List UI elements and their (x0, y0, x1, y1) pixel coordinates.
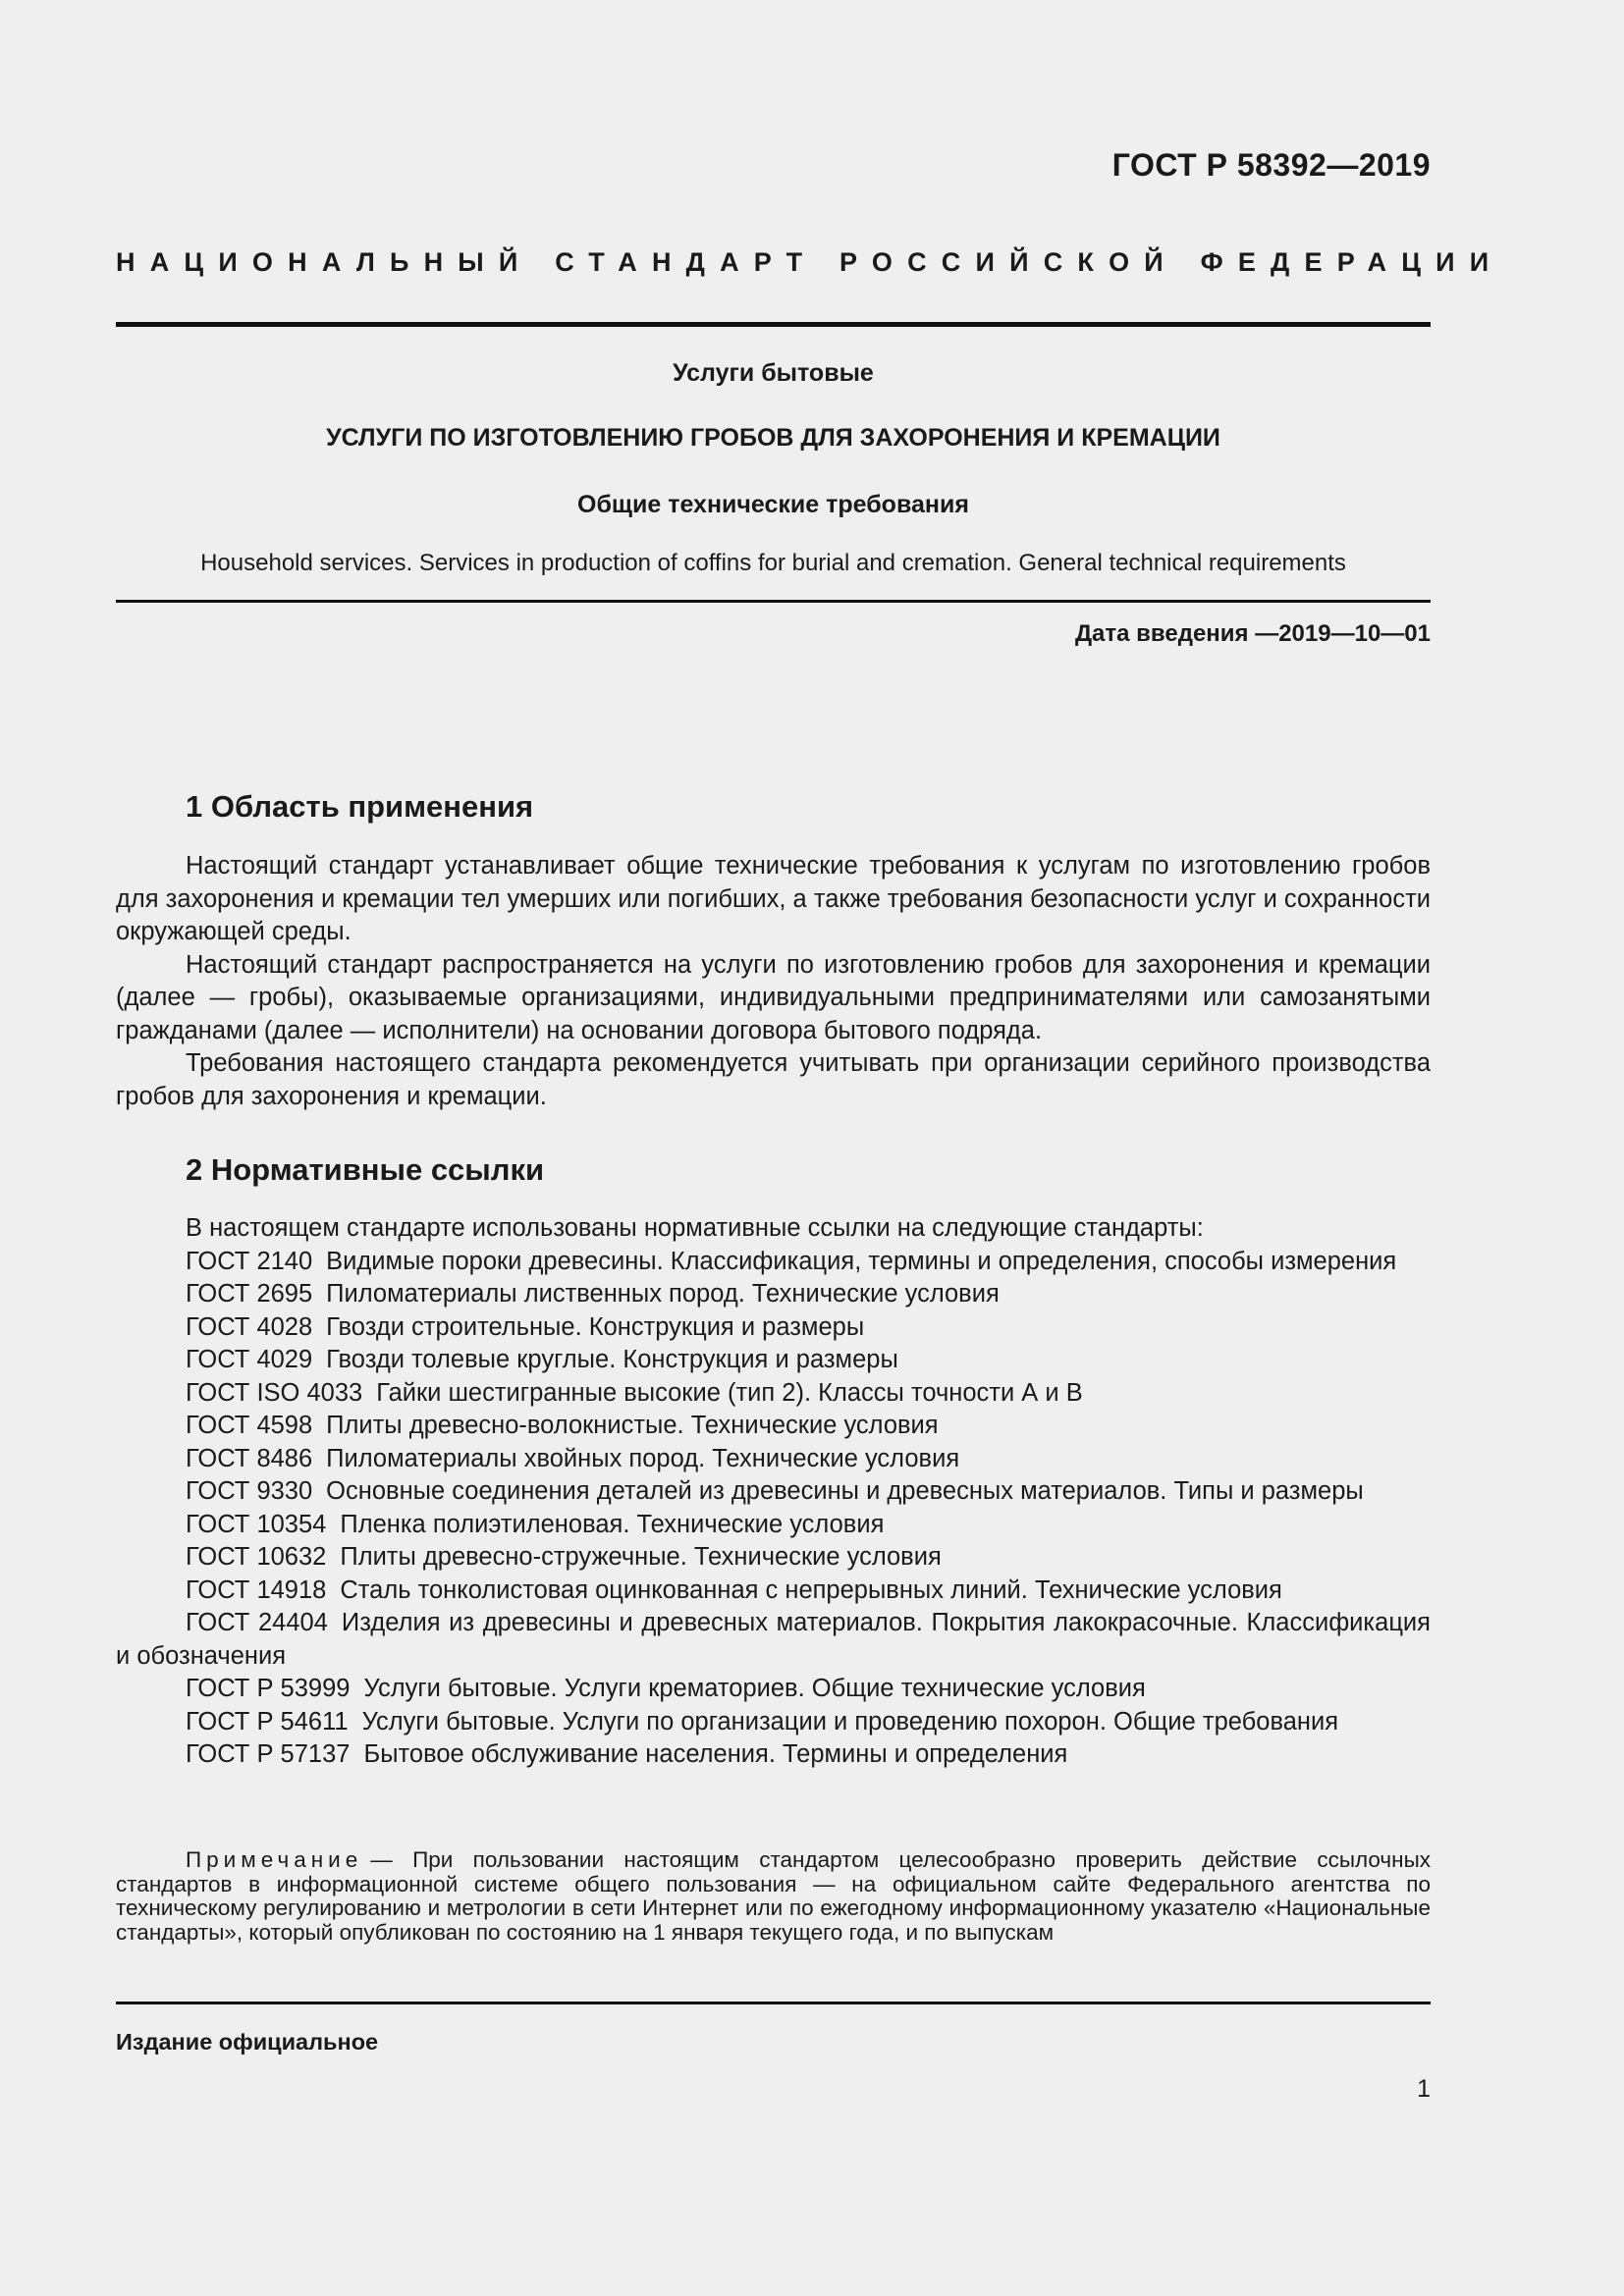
reference-text: Пиломатериалы лиственных пород. Технические условия (326, 1280, 1000, 1308)
reference-code: ГОСТ 8486 (186, 1444, 313, 1472)
reference-code: ГОСТ 10354 (186, 1510, 327, 1538)
official-edition-label: Издание официальное (116, 2029, 379, 2055)
reference-text: Гайки шестигранные высокие (тип 2). Классы точности А и В (376, 1378, 1083, 1407)
title-main: УСЛУГИ ПО ИЗГОТОВЛЕНИЮ ГРОБОВ ДЛЯ ЗАХОРОНЕНИЯ И КРЕМАЦИИ (326, 424, 1220, 452)
reference-item (116, 1541, 1431, 1575)
reference-item (116, 1410, 1431, 1443)
reference-item (116, 1443, 1431, 1476)
title-rule (116, 600, 1431, 603)
note-text: — При пользовании настоящим стандартом целесообразно проверить действие ссылочных стандартов в информационной системе общего пользования — на официальном сайте Федерального агентства по техническому регулированию и метрологии в сети Интернет или по ежегодному информационному указателю «Национальные стандарты», который опубликован по состоянию на 1 января текущего года, и по выпускам (116, 1847, 1431, 1945)
header-rule (116, 322, 1431, 327)
reference-item (116, 1607, 1431, 1673)
section-1-paragraph: Настоящий стандарт устанавливает общие технические требования к услугам по изготовлению гробов для захоронения и кремации тел умерших или погибших, а также требования безопасности услуг и сохранности окружающей среды. (116, 852, 1431, 945)
reference-item (116, 1475, 1431, 1509)
reference-item (116, 1575, 1431, 1608)
national-standard-title: НАЦИОНАЛЬНЫЙ СТАНДАРТ РОССИЙСКОЙ ФЕДЕРАЦИИ (116, 247, 1504, 277)
section-2-intro: В настоящем стандарте использованы нормативные ссылки на следующие стандарты: (186, 1214, 1204, 1242)
reference-text: Пленка полиэтиленовая. Технические условия (340, 1510, 885, 1538)
reference-code: ГОСТ 2695 (186, 1280, 313, 1308)
reference-code: ГОСТ Р 57137 (186, 1740, 351, 1768)
reference-code: ГОСТ Р 54611 (186, 1707, 349, 1735)
reference-text: Гвозди толевые круглые. Конструкция и размеры (326, 1346, 898, 1373)
reference-code: ГОСТ 2140 (186, 1247, 313, 1275)
reference-item (116, 1673, 1431, 1706)
reference-text: Сталь тонколистовая оцинкованная с непрерывных линий. Технические условия (340, 1575, 1282, 1604)
reference-code: ГОСТ 4029 (186, 1346, 313, 1373)
footer-rule (116, 2002, 1431, 2004)
title-subtitle: Общие технические требования (577, 491, 969, 518)
reference-item (116, 1509, 1431, 1542)
standard-number: ГОСТ Р 58392—2019 (1111, 147, 1431, 183)
reference-list (116, 1246, 1431, 1772)
reference-code: ГОСТ 4598 (186, 1412, 313, 1439)
section-1-paragraph: Настоящий стандарт распространяется на услуги по изготовлению гробов для захоронения и кремации (далее — гробы), оказываемые организациями, индивидуальными предпринимателями или самозанятыми гражданами (далее — исполнители) на основании договора бытового подряда. (116, 950, 1431, 1044)
reference-code: ГОСТ ISO 4033 (186, 1378, 363, 1407)
reference-item (116, 1706, 1431, 1739)
introduction-date: Дата введения —2019—10—01 (1074, 620, 1431, 647)
section-2-heading: 2 Нормативные ссылки (186, 1152, 545, 1187)
reference-item (116, 1738, 1431, 1772)
reference-item (116, 1278, 1431, 1311)
section-2-body (116, 1212, 1431, 1772)
reference-text: Видимые пороки древесины. Классификация, термины и определения, способы измерения (326, 1247, 1397, 1275)
reference-code: ГОСТ 24404 (186, 1609, 328, 1636)
reference-item (116, 1377, 1431, 1411)
section-1-paragraph: Требования настоящего стандарта рекомендуется учитывать при организации серийного производства гробов для захоронения и кремации. (116, 1049, 1431, 1110)
reference-item (116, 1311, 1431, 1345)
reference-text: Изделия из древесины и древесных материалов. Покрытия лакокрасочные. Классификация и обозначения (116, 1609, 1431, 1670)
reference-text: Услуги бытовые. Услуги крематориев. Общие технические условия (363, 1675, 1146, 1702)
reference-text: Услуги бытовые. Услуги по организации и проведению похорон. Общие требования (361, 1707, 1339, 1735)
reference-code: ГОСТ 14918 (186, 1575, 327, 1604)
reference-code: ГОСТ Р 53999 (186, 1675, 351, 1702)
title-english: Household services. Services in production of coffins for burial and cremation. General technical requirements (200, 550, 1346, 576)
reference-code: ГОСТ 9330 (186, 1477, 313, 1505)
reference-text: Плиты древесно-волокнистые. Технические условия (326, 1412, 939, 1439)
page-number: 1 (1417, 2075, 1431, 2103)
reference-text: Плиты древесно-стружечные. Технические условия (340, 1543, 942, 1571)
title-category: Услуги бытовые (673, 359, 874, 387)
note-label: Примечание (186, 1847, 363, 1872)
section-1-heading: 1 Область применения (186, 789, 534, 824)
reference-text: Пиломатериалы хвойных пород. Технические условия (326, 1444, 960, 1472)
reference-code: ГОСТ 10632 (186, 1543, 327, 1571)
normative-note (116, 1848, 1431, 1945)
reference-text: Основные соединения деталей из древесины и древесных материалов. Типы и размеры (326, 1477, 1364, 1505)
section-1-body (116, 850, 1431, 1113)
reference-item (116, 1246, 1431, 1279)
reference-code: ГОСТ 4028 (186, 1312, 313, 1341)
reference-text: Бытовое обслуживание населения. Термины и определения (363, 1740, 1068, 1768)
reference-item (116, 1344, 1431, 1377)
reference-text: Гвозди строительные. Конструкция и размеры (326, 1312, 865, 1341)
